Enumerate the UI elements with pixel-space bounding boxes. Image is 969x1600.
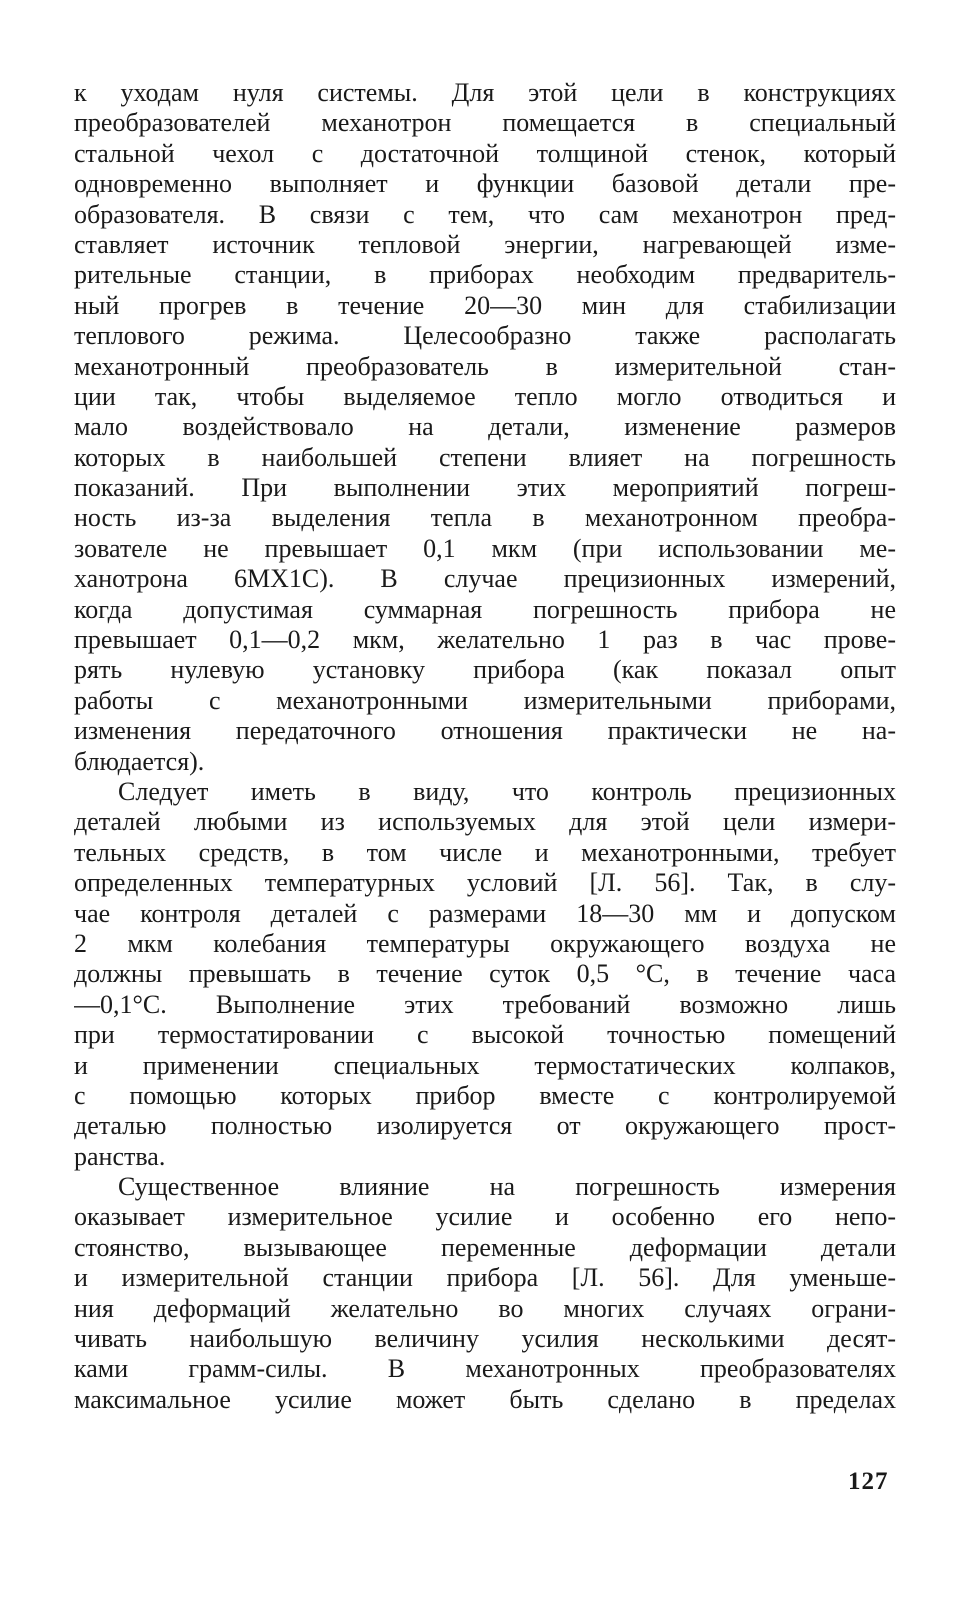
text-line: когда допустимая суммарная погрешность прибора не bbox=[74, 594, 896, 624]
text-line: Существенное влияние на погрешность измерения bbox=[118, 1172, 896, 1202]
text-line: ность из-за выделения тепла в механотронном преобра- bbox=[74, 503, 896, 533]
text-line: 2 мкм колебания температуры окружающего воздуха не bbox=[74, 928, 896, 958]
text-line: ставляет источник тепловой энергии, нагревающей изме- bbox=[74, 229, 896, 259]
text-line: чае контроля деталей с размерами 18—30 мм и допуском bbox=[74, 898, 896, 928]
text-line: ками грамм-силы. В механотронных преобразователях bbox=[74, 1354, 896, 1384]
text-line: ханотрона 6МХ1С). В случае прецизионных измерений, bbox=[74, 564, 896, 594]
text-line: которых в наибольшей степени влияет на погрешность bbox=[74, 442, 896, 472]
text-line: к уходам нуля системы. Для этой цели в конструкциях bbox=[74, 78, 896, 107]
text-line: преобразователей механотрон помещается в специальный bbox=[74, 108, 896, 138]
text-line: и измерительной станции прибора [Л. 56]. Для уменьше- bbox=[74, 1263, 896, 1293]
text-line: работы с механотронными измерительными приборами, bbox=[74, 685, 896, 715]
text-line: ный прогрев в течение 20—30 мин для стабилизации bbox=[74, 290, 896, 320]
text-line: блюдается). bbox=[74, 746, 205, 776]
text-line: деталей любыми из используемых для этой цели измери- bbox=[74, 807, 896, 837]
text-line: рять нулевую установку прибора (как показал опыт bbox=[74, 655, 896, 685]
text-line: ции так, чтобы выделяемое тепло могло отводиться и bbox=[74, 381, 896, 411]
text-line: ния деформаций желательно во многих случаях ограни- bbox=[74, 1293, 896, 1323]
text-line: определенных температурных условий [Л. 56]. Так, в слу- bbox=[74, 868, 896, 898]
text-line: стоянство, вызывающее переменные деформации детали bbox=[74, 1232, 896, 1262]
text-line: рительные станции, в приборах необходим предваритель- bbox=[74, 260, 896, 290]
text-line: максимальное усилие может быть сделано в пределах bbox=[74, 1384, 896, 1414]
page-number: 127 bbox=[848, 1468, 889, 1495]
text-line: теплового режима. Целесообразно также располагать bbox=[74, 321, 896, 351]
text-line: деталью полностью изолируется от окружающего прост- bbox=[74, 1111, 896, 1141]
text-line: стальной чехол с достаточной толщиной стенок, который bbox=[74, 138, 896, 168]
text-line: оказывает измерительное усилие и особенно его непо- bbox=[74, 1202, 896, 1232]
text-line: должны превышать в течение суток 0,5 °С, в течение часа bbox=[74, 959, 896, 989]
text-line: зователе не превышает 0,1 мкм (при использовании ме- bbox=[74, 533, 896, 563]
text-line: чивать наибольшую величину усилия несколькими десят- bbox=[74, 1324, 896, 1354]
text-line: тельных средств, в том числе и механотронными, требует bbox=[74, 837, 896, 867]
text-line: одновременно выполняет и функции базовой детали пре- bbox=[74, 169, 896, 199]
text-line: образователя. В связи с тем, что сам механотрон пред- bbox=[74, 199, 896, 229]
body-text bbox=[74, 78, 896, 1415]
text-line: изменения передаточного отношения практически не на- bbox=[74, 716, 896, 746]
text-line: мало воздействовало на детали, изменение размеров bbox=[74, 412, 896, 442]
text-line: при термостатировании с высокой точностью помещений bbox=[74, 1020, 896, 1050]
text-line: показаний. При выполнении этих мероприятий погреш- bbox=[74, 473, 896, 503]
text-line: Следует иметь в виду, что контроль прецизионных bbox=[118, 776, 896, 806]
text-line: превышает 0,1—0,2 мкм, желательно 1 раз в час прове- bbox=[74, 625, 896, 655]
text-line: механотронный преобразователь в измерительной стан- bbox=[74, 351, 896, 381]
text-line: ранства. bbox=[74, 1141, 166, 1171]
text-line: с помощью которых прибор вместе с контролируемой bbox=[74, 1080, 896, 1110]
text-line: и применении специальных термостатических колпаков, bbox=[74, 1050, 896, 1080]
text-line: —0,1°С. Выполнение этих требований возможно лишь bbox=[74, 989, 896, 1019]
